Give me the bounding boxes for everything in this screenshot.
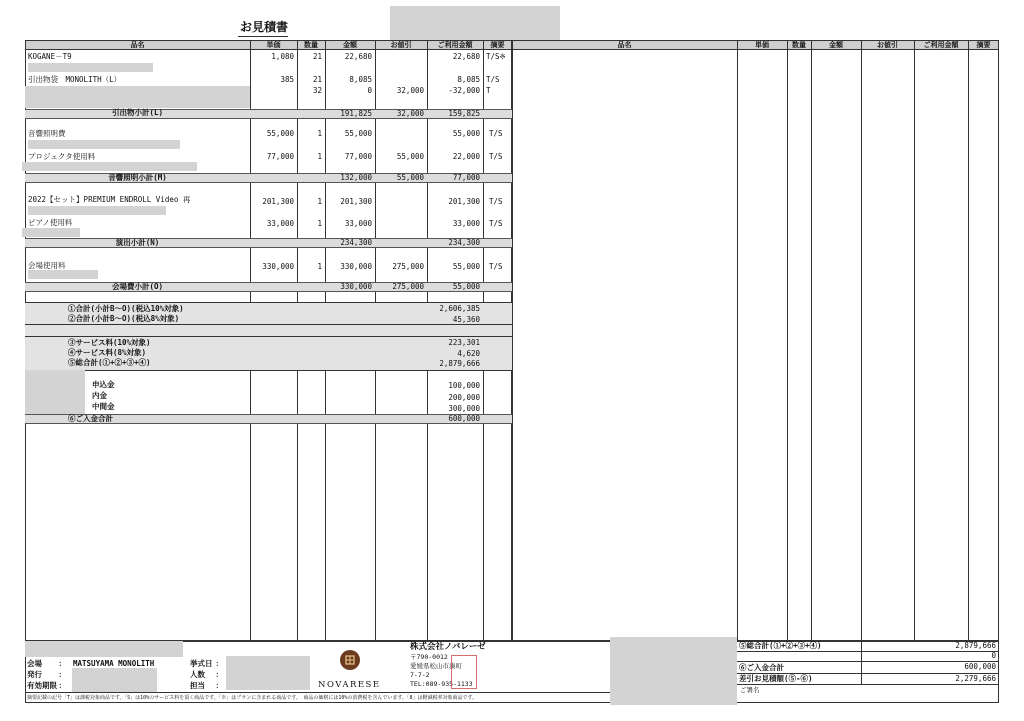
subtotal-discount: 55,000 <box>396 173 424 182</box>
subtotal-amount: 234,300 <box>340 238 372 247</box>
header-use: ご利用金額 <box>923 41 959 49</box>
row-memo: T/S <box>489 219 503 228</box>
redacted-area <box>72 668 157 692</box>
row-name: KOGANE－T9 <box>28 52 72 61</box>
subtotal-label: 音響照明小計(M) <box>108 173 167 182</box>
row-use: 201,300 <box>448 197 480 206</box>
row-unit: 33,000 <box>266 219 294 228</box>
payment-total-label: ⑥ご入金合計 <box>68 414 113 423</box>
row-discount: 275,000 <box>392 262 424 271</box>
redacted-area <box>22 162 197 171</box>
row-qty: 21 <box>312 75 322 84</box>
colon: : <box>215 681 220 690</box>
subtotal-use: 234,300 <box>448 238 480 247</box>
row-use: -32,000 <box>448 86 480 95</box>
subtotal-discount: 275,000 <box>392 282 424 291</box>
col-divider <box>914 40 915 641</box>
ceremony-label: 挙式日 <box>190 659 213 668</box>
row-unit: 1,080 <box>271 52 294 61</box>
company-zip: 〒790-0012 <box>410 653 448 661</box>
row-divider <box>25 370 512 371</box>
page-title: お見積書 <box>240 20 289 34</box>
people-label: 人数 <box>190 670 205 679</box>
row-use: 55,000 <box>452 262 480 271</box>
subtotal-use: 159,825 <box>448 109 480 118</box>
row-unit: 201,300 <box>262 197 294 206</box>
header-use: ご利用金額 <box>437 41 473 49</box>
header-unit: 単価 <box>755 41 769 49</box>
row-qty: 21 <box>312 52 322 61</box>
redacted-area <box>226 656 310 690</box>
subtotal-label: 演出小計(N) <box>115 238 160 247</box>
row-use: 33,000 <box>452 219 480 228</box>
footer-note: 摘要記載の記号「T」は課税対象商品です。「S」は10%のサービス料を頂く商品です。「※」はプランに含まれる商品です。 商品の価格には10%の消費税を含んでいます。「8」は軽減税率対象商品です。 <box>27 695 478 701</box>
payment-label: 内金 <box>92 391 107 400</box>
redacted-area <box>25 86 250 108</box>
summary-total-value: 2,879,666 <box>955 641 996 650</box>
company-name: 株式会社ノバレーゼ <box>410 642 486 652</box>
header-qty: 数量 <box>792 41 806 49</box>
col-divider <box>737 40 738 641</box>
row-qty: 1 <box>317 219 322 228</box>
payment-value: 300,000 <box>448 404 480 413</box>
row-unit: 385 <box>280 75 294 84</box>
summary-paid-label: ⑥ご入金合計 <box>739 663 784 672</box>
payment-label: 中間金 <box>92 402 115 411</box>
row-memo: T/S <box>489 197 503 206</box>
row-name: ピアノ使用料 <box>28 218 73 227</box>
row-name: 引出物袋 MONOLITH（L） <box>28 75 122 84</box>
row-divider <box>737 684 999 685</box>
row-memo: T/S <box>489 152 503 161</box>
title-underline <box>238 36 288 37</box>
row-amount: 22,680 <box>344 52 372 61</box>
header-amount: 金額 <box>829 41 843 49</box>
signature-label: ご署名 <box>740 686 760 694</box>
header-unit: 単価 <box>266 41 281 49</box>
redacted-area <box>28 206 166 215</box>
colon: : <box>58 659 63 668</box>
header-name: 品名 <box>130 41 145 49</box>
row-memo: T/S※ <box>486 52 506 61</box>
row-qty: 32 <box>312 86 322 95</box>
subtotal-amount: 191,825 <box>340 109 372 118</box>
row-amount: 8,085 <box>349 75 372 84</box>
summary-total-label: ⑤総合計(①+②+③+④) <box>739 641 822 650</box>
colon: : <box>58 681 63 690</box>
row-discount: 32,000 <box>396 86 424 95</box>
brand-name: NOVARESE <box>318 680 381 690</box>
subtotal-use: 55,000 <box>452 282 480 291</box>
row-name: 2022【セット】PREMIUM ENDROLL Video 再 <box>28 195 191 204</box>
header-amount: 金額 <box>343 41 357 49</box>
summary-blank-value: 0 <box>991 651 996 660</box>
row-qty: 1 <box>317 262 322 271</box>
summary-paid-value: 600,000 <box>964 662 996 671</box>
brand-logo-icon <box>340 650 360 670</box>
row-amount: 330,000 <box>340 262 372 271</box>
row-memo: T/S <box>489 262 503 271</box>
row-amount: 55,000 <box>344 129 372 138</box>
col-divider <box>968 40 969 641</box>
total-label: ①合計(小計B～O)(税込10%対象) <box>68 304 184 313</box>
row-use: 22,000 <box>452 152 480 161</box>
payment-value: 100,000 <box>448 381 480 390</box>
total-label: ⑤総合計(①+②+③+④) <box>68 358 151 367</box>
redacted-area <box>28 140 180 149</box>
payment-value: 200,000 <box>448 393 480 402</box>
subtotal-amount: 132,000 <box>340 173 372 182</box>
redacted-area <box>28 63 153 72</box>
redacted-area <box>25 370 85 416</box>
row-use: 55,000 <box>452 129 480 138</box>
row-unit: 77,000 <box>266 152 294 161</box>
colon: : <box>58 670 63 679</box>
company-seal-stamp <box>451 655 477 689</box>
row-use: 22,680 <box>452 52 480 61</box>
col-divider <box>787 40 788 641</box>
row-divider <box>25 302 512 303</box>
row-qty: 1 <box>317 129 322 138</box>
total-label: ②合計(小計B～O)(税込8%対象) <box>68 314 180 323</box>
header-name: 品名 <box>617 41 632 49</box>
row-divider <box>25 336 512 337</box>
total-label: ④サービス料(8%対象) <box>68 348 147 357</box>
subtotal-label: 引出物小計(L) <box>111 108 164 117</box>
staff-label: 担当 <box>190 681 205 690</box>
header-discount: お値引 <box>877 41 898 49</box>
row-discount: 55,000 <box>396 152 424 161</box>
subtotal-use: 77,000 <box>452 173 480 182</box>
venue-value: MATSUYAMA MONOLITH <box>73 659 155 668</box>
payment-total-value: 600,000 <box>448 414 480 423</box>
row-unit: 55,000 <box>266 129 294 138</box>
total-value: 45,360 <box>452 315 480 324</box>
payment-label: 申込金 <box>92 380 115 389</box>
col-divider <box>861 40 862 641</box>
row-name: 会場使用料 <box>28 261 66 270</box>
colon: : <box>215 659 220 668</box>
row-memo: T <box>486 86 491 95</box>
row-memo: T/S <box>486 75 500 84</box>
colon: : <box>215 670 220 679</box>
total-value: 2,606,385 <box>439 304 480 313</box>
company-address: 愛媛県松山市湊町 <box>410 662 462 670</box>
row-amount: 33,000 <box>344 219 372 228</box>
header-memo: 摘要 <box>490 41 505 49</box>
right-table <box>512 40 999 641</box>
total-value: 2,879,666 <box>439 359 480 368</box>
row-name: プロジェクタ使用料 <box>28 152 96 161</box>
row-qty: 1 <box>317 197 322 206</box>
redacted-area <box>25 641 183 657</box>
issue-label: 発行 <box>27 670 42 679</box>
subtotal-label: 会場費小計(O) <box>111 282 164 291</box>
row-memo: T/S <box>489 129 503 138</box>
company-address-2: 7-7-2 <box>410 671 430 679</box>
company-tel: TEL:089-935-1133 <box>410 680 473 688</box>
redacted-area <box>390 6 560 42</box>
redacted-area <box>610 637 737 705</box>
summary-diff-value: 2,279,666 <box>955 674 996 683</box>
header-discount: お値引 <box>390 41 412 49</box>
redacted-area <box>22 228 80 237</box>
summary-diff-label: 差引お見積額(⑤-⑥) <box>739 674 813 683</box>
row-name: 音響照明費 <box>28 129 66 138</box>
row-amount: 77,000 <box>344 152 372 161</box>
redacted-area <box>28 270 98 279</box>
header-qty: 数量 <box>304 41 318 49</box>
subtotal-amount: 330,000 <box>340 282 372 291</box>
row-amount: 201,300 <box>340 197 372 206</box>
row-unit: 330,000 <box>262 262 294 271</box>
subtotal-discount: 32,000 <box>396 109 424 118</box>
total-value: 223,301 <box>448 338 480 347</box>
venue-label: 会場 <box>27 659 42 668</box>
expiry-label: 有効期限 <box>27 681 57 690</box>
row-amount: 0 <box>367 86 372 95</box>
total-value: 4,620 <box>457 349 480 358</box>
row-use: 8,085 <box>457 75 480 84</box>
col-divider <box>811 40 812 641</box>
header-memo: 摘要 <box>976 41 991 49</box>
row-qty: 1 <box>317 152 322 161</box>
total-label: ③サービス料(10%対象) <box>68 338 151 347</box>
